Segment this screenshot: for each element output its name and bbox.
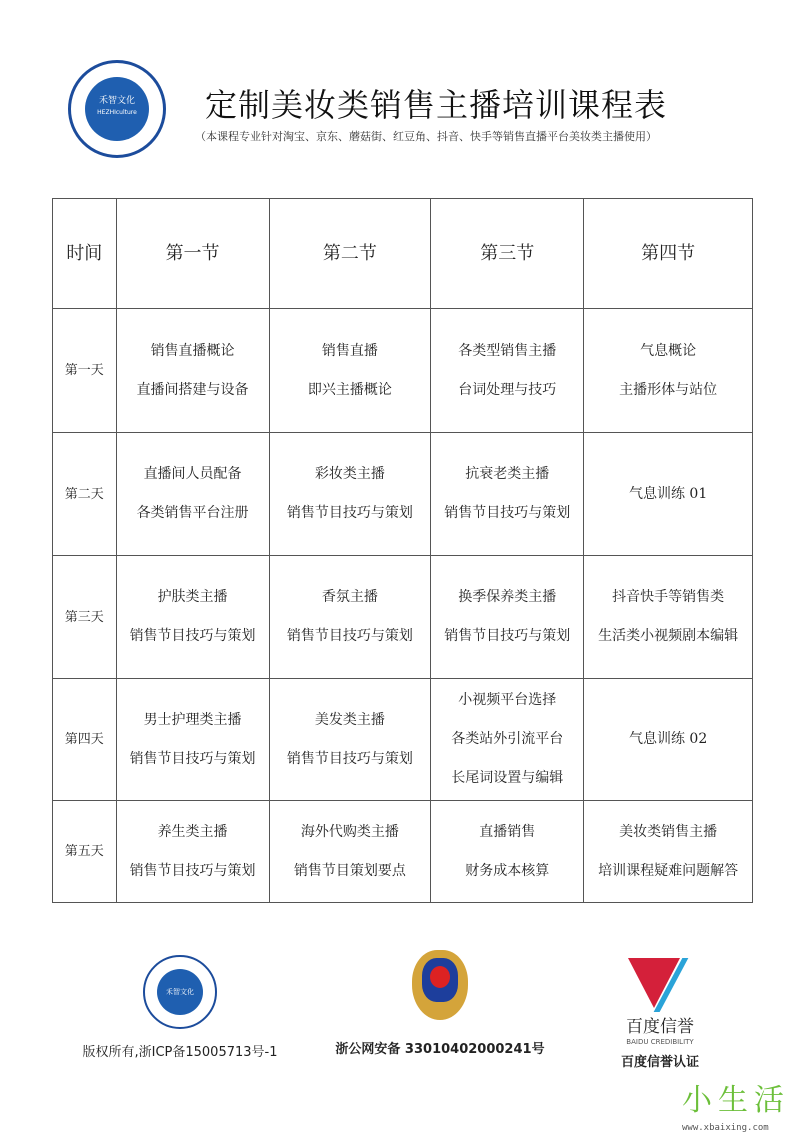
page-subtitle: （本课程专业针对淘宝、京东、蘑菇街、红豆角、抖音、快手等销售直播平台美妆类主播使用） [195,130,657,143]
logo-text-en: HEZHIculture [97,109,137,116]
column-header: 时间 [53,199,117,309]
schedule-table [52,198,753,903]
session-line: 培训课程疑难问题解答 [598,862,739,879]
session-cell [116,433,269,556]
column-header: 第四节 [584,199,753,309]
session-cell [584,433,753,556]
session-line: 抗衰老类主播 [465,466,550,482]
police-record-text: 浙公网安备 33010402000241号 [335,1042,545,1057]
company-logo-small [143,955,217,1029]
session-line: 气息训练 01 [628,485,708,502]
page-title: 定制美妆类销售主播培训课程表 [205,86,668,124]
day-cell: 第一天 [53,309,117,433]
session-line: 海外代购类主播 [300,823,399,840]
column-header: 第三节 [431,199,584,309]
session-cell [431,309,584,433]
table-row [53,556,753,679]
watermark-text: 小生活 [682,1083,790,1118]
session-cell [431,556,584,679]
session-line: 各类销售平台注册 [136,505,249,521]
session-line: 抖音快手等销售类 [612,589,725,605]
session-line: 长尾词设置与编辑 [451,770,564,786]
baidu-logo-text: 百度信誉 [626,1017,694,1037]
copyright-block [50,955,310,1060]
watermark [682,1084,798,1134]
session-cell [269,801,431,903]
session-line: 香氛主播 [321,589,378,605]
table-row [53,433,753,556]
session-line: 气息训练 02 [628,731,708,747]
session-line: 销售节目技巧与策划 [129,862,256,879]
session-line: 直播间人员配备 [143,466,242,482]
session-line: 台词处理与技巧 [458,381,557,398]
logo-text: 禾智文化 [157,969,203,1015]
session-line: 销售节目技巧与策划 [286,628,413,644]
session-line: 直播销售 [479,823,536,840]
watermark-url: www.xbaixing.com [682,1123,769,1133]
table-row [53,801,753,903]
session-line: 销售节目技巧与策划 [444,628,571,644]
session-line: 销售节目策划要点 [293,862,406,879]
session-line: 彩妆类主播 [314,466,385,482]
session-cell [116,309,269,433]
session-cell [116,679,269,801]
day-cell: 第二天 [53,433,117,556]
day-cell: 第三天 [53,556,117,679]
session-line: 直播间搭建与设备 [136,381,249,398]
table-header-row [53,199,753,309]
session-cell [431,801,584,903]
column-header: 第二节 [269,199,431,309]
session-line: 男士护理类主播 [143,711,242,728]
session-line: 销售直播 [321,342,378,359]
session-cell [431,679,584,801]
session-line: 各类站外引流平台 [451,731,564,747]
day-cell: 第五天 [53,801,117,903]
police-badge-icon [412,950,468,1020]
session-line: 气息概论 [640,342,697,359]
session-line: 换季保养类主播 [458,589,557,605]
session-cell [431,433,584,556]
table-row [53,679,753,801]
session-cell [584,309,753,433]
session-line: 美妆类销售主播 [619,823,718,840]
company-logo [68,60,166,158]
logo-text: 禾智文化 [98,96,135,106]
session-cell [269,433,431,556]
session-line: 销售节目技巧与策划 [444,505,571,521]
session-cell [269,309,431,433]
baidu-cert-text: 百度信誉认证 [620,1055,699,1070]
session-line: 销售直播概论 [150,342,235,359]
session-line: 主播形体与站位 [619,381,718,398]
baidu-v-logo-icon [628,958,692,1008]
session-cell [269,679,431,801]
baidu-credibility-block [600,958,720,1070]
session-line: 养生类主播 [157,823,228,840]
session-line: 即兴主播概论 [307,381,392,398]
column-header: 第一节 [116,199,269,309]
session-line: 生活类小视频剧本编辑 [598,628,739,644]
session-cell [584,801,753,903]
table-row [53,309,753,433]
day-cell: 第四天 [53,679,117,801]
session-line: 销售节目技巧与策划 [129,628,256,644]
session-line: 护肤类主播 [157,589,228,605]
session-cell [116,556,269,679]
session-line: 各类型销售主播 [458,342,557,359]
session-cell [116,801,269,903]
session-line: 美发类主播 [314,711,385,728]
baidu-logo-en: BAIDU CREDIBILITY [626,1038,694,1046]
session-line: 小视频平台选择 [458,692,557,708]
session-line: 财务成本核算 [465,862,550,879]
session-cell [584,556,753,679]
copyright-text: 版权所有,浙ICP备15005713号-1 [82,1045,278,1060]
session-line: 销售节目技巧与策划 [286,750,413,767]
session-cell [269,556,431,679]
session-cell [584,679,753,801]
police-record-block [315,950,565,1057]
session-line: 销售节目技巧与策划 [286,505,413,521]
session-line: 销售节目技巧与策划 [129,750,256,767]
